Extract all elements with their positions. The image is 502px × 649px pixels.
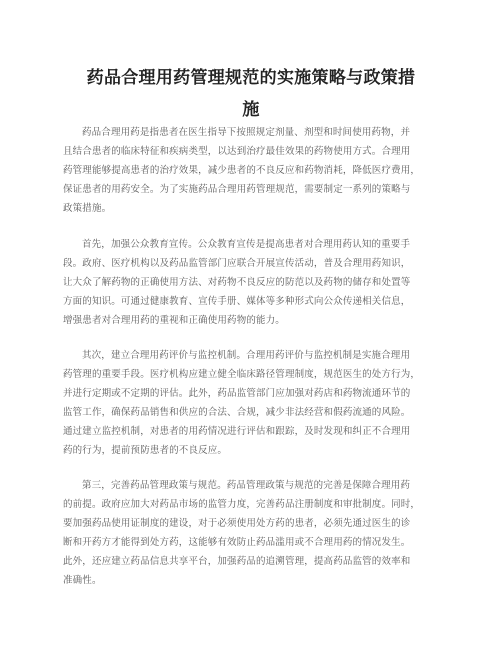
paragraph-line: 且结合患者的临床特征和疾病类型，以达到治疗最佳效果的药物使用方式。合理用 — [63, 146, 411, 157]
paragraph-line: 的前提。政府应加大对药品市场的监管力度，完善药品注册制度和审批制度。同时， — [63, 499, 421, 510]
document-title-line-1: 药品合理用药管理规范的实施策略与政策措 — [86, 68, 416, 88]
paragraph-line: 让大众了解药物的正确使用方法、对药物不良反应的防范以及药物的储存和处置等 — [63, 277, 411, 288]
paragraph-line: 第三，完善药品管理政策与规范。药品管理政策与规范的完善是保障合理用药 — [82, 480, 411, 491]
paragraph-line: 药管理能够提高患者的治疗效果，减少患者的不良反应和药物消耗，降低医疗费用， — [63, 165, 421, 176]
paragraph-line: 要加强药品使用证制度的建设，对于必须使用处方药的患者，必须先通过医生的诊 — [63, 518, 411, 529]
paragraph-public-education — [63, 235, 443, 330]
paragraph-line: 其次，建立合理用药评价与监控机制。合理用药评价与监控机制是实施合理用 — [82, 350, 411, 361]
paragraph-line: 断和开药方才能得到处方药，这能够有效防止药品滥用或不合理用药的情况发生。 — [63, 537, 411, 548]
paragraph-line: 药的行为，提前预防患者的不良反应。 — [63, 445, 228, 456]
paragraph-line: 监管工作，确保药品销售和供应的合法、合规，减少非法经营和假药流通的风险。 — [63, 407, 411, 418]
paragraph-intro — [63, 123, 443, 218]
document-title-line-2: 施 — [242, 100, 260, 120]
paragraph-line: 保证患者的用药安全。为了实施药品合理用药管理规范，需要制定一系列的策略与 — [63, 184, 411, 195]
paragraph-line: 首先，加强公众教育宣传。公众教育宣传是提高患者对合理用药认知的重要手 — [82, 239, 411, 250]
paragraph-line: 并进行定期或不定期的评估。此外，药品监管部门应加强对药店和药物流通环节的 — [63, 388, 411, 399]
paragraph-policy-regulation — [63, 476, 443, 590]
paragraph-line: 药管理的重要手段。医疗机构应建立健全临床路径管理制度，规范医生的处方行为， — [63, 369, 421, 380]
paragraph-line: 方面的知识。可通过健康教育、宣传手册、媒体等多种形式向公众传递相关信息， — [63, 296, 411, 307]
paragraph-line: 此外，还应建立药品信息共享平台，加强药品的追溯管理，提高药品监管的效率和 — [63, 556, 411, 567]
paragraph-line: 增强患者对合理用药的重视和正确使用药物的能力。 — [63, 315, 285, 326]
paragraph-line: 准确性。 — [63, 575, 102, 586]
paragraph-line: 通过建立监控机制，对患者的用药情况进行评估和跟踪，及时发现和纠正不合理用 — [63, 426, 411, 437]
paragraph-line: 段。政府、医疗机构以及药品监管部门应联合开展宣传活动，普及合理用药知识， — [63, 258, 411, 269]
paragraph-line: 药品合理用药是指患者在医生指导下按照规定剂量、剂型和时间使用药物，并 — [82, 127, 411, 138]
paragraph-line: 政策措施。 — [63, 203, 112, 214]
paragraph-evaluation-monitoring — [63, 346, 443, 460]
